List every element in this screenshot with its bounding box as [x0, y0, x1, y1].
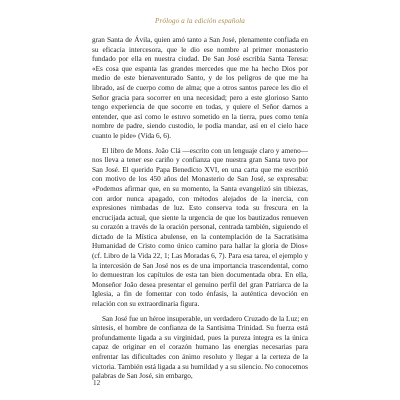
- paragraph-1: gran Santa de Ávila, quien amó tanto a San José, plenamente confiada en su eficacia intercesora, que le dio ese nombre al primer monasterio fundado por ella en nuestra ciudad. De San José escribía Santa Teresa: «Es cosa que espanta las grandes mercedes que me ha hecho Dios por medio de este bienaventurado Santo, y de los peligros de que me ha librado, así de cuerpo como de alma; que a otros santos parece les dio el Señor gracia para socorrer en una necesidad; pero a este glorioso Santo tengo experiencia de que socorre en todas, y quiere el Señor darnos a entender, que así como le estuvo sometido en la tierra, pues como tenía nombre de padre, siendo custodio, le podía mandar, así en el cielo hace cuanto le pide» (Vida 6, 6).: [92, 36, 308, 140]
- paragraph-2: El libro de Mons. João Clá —escrito con un lenguaje claro y ameno— nos lleva a tener ese cariño y confianza que nuestra gran Santa tuvo por San José. El querido Papa Benedicto XVI, en una carta que me escribió con motivo de los 450 años del Monasterio de San José, se expresaba: «Podemos afirmar que, en su momento, la Santa evangelizó sin tibiezas, con ardor nunca apagado, con métodos alejados de la inercia, con expresiones nimbadas de luz. Esto conserva toda su frescura en la encrucijada actual, que siente la urgencia de que los bautizados renueven su corazón a través de la oración personal, centrada también, siguiendo el dictado de la Mística abulense, en la contemplación de la Sacratísima Humanidad de Cristo como único camino para hallar la gloria de Dios» (cf. Libro de la Vida 22, 1; Las Moradas 6, 7). Para esa tarea, el ejemplo y la intercesión de San José nos es de una importancia trascendental, como lo demuestran los capítulos de esta tan bien documentada obra. En ella, Monseñor João desea presentar el genuino perfil del gran Patriarca de la Iglesia, a fin de fomentar con todo énfasis, la auténtica devoción en relación con su extraordinaria figura.: [92, 146, 308, 309]
- page-number: 12: [93, 379, 101, 387]
- paragraph-3: San José fue un héroe insuperable, un verdadero Cruzado de la Luz; en síntesis, el hombre de confianza de la Santísima Trinidad. Su fuerza está profundamente ligada a su virginidad, pues la pureza íntegra es la única capaz de originar en el corazón humano las energías necesarias para enfrentar las dificultades con ánimo resoluto y llegar a la certeza de la victoria. También está ligada a su humildad y a su silencio. No conocemos palabras de San José, sin embargo,: [92, 314, 308, 381]
- body-text: [92, 36, 308, 382]
- running-head: Prólogo a la edición española: [155, 17, 245, 25]
